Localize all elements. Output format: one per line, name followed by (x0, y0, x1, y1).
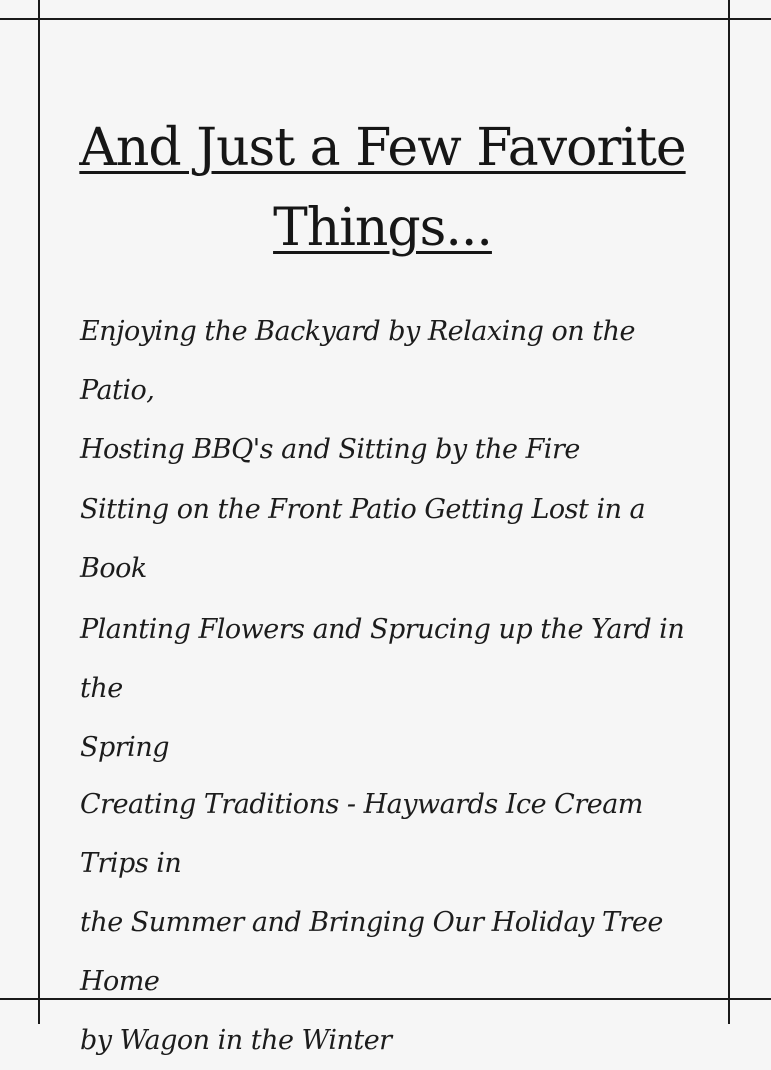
favorite-item-line: by Wagon in the Winter (80, 1025, 392, 1056)
title-line-2: Things... (273, 198, 492, 258)
right-border-line (728, 0, 730, 1024)
favorite-item-line: Hosting BBQ's and Sitting by the Fire (80, 434, 580, 465)
left-border-line (38, 0, 40, 1024)
top-border-line (0, 18, 771, 20)
page-title (60, 108, 705, 268)
favorite-item-line: Enjoying the Backyard by Relaxing on the Patio, (80, 316, 635, 406)
title-line-1: And Just a Few Favorite (79, 118, 686, 178)
favorite-item-front-patio (80, 480, 710, 598)
favorite-item-line: the Summer and Bringing Our Holiday Tree Home (80, 907, 663, 997)
favorite-item-backyard (80, 302, 710, 479)
favorite-item-traditions (80, 775, 710, 1070)
favorite-item-line: Sitting on the Front Patio Getting Lost in a Book (80, 494, 646, 584)
favorite-item-planting (80, 600, 710, 777)
favorite-item-line: Planting Flowers and Sprucing up the Yard in the (80, 614, 685, 704)
favorite-item-line: Creating Traditions - Haywards Ice Cream Trips in (80, 789, 643, 879)
favorite-item-line: Spring (80, 732, 169, 763)
